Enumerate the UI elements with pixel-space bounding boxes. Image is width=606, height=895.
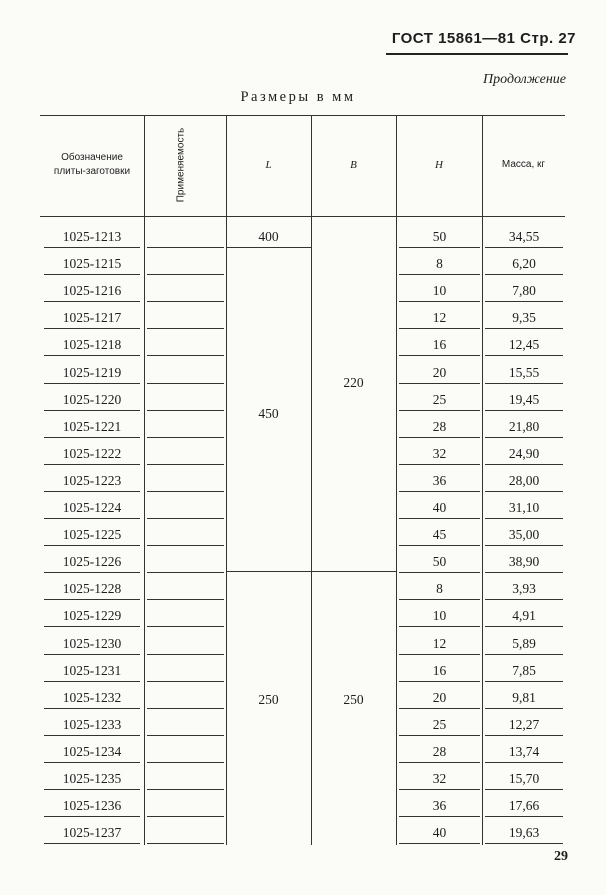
row-underline [399,383,480,384]
cell-designation: 1025-1217 [62,310,122,326]
row-underline [485,518,563,519]
row-underline [399,708,480,709]
row-underline [485,301,563,302]
row-underline [399,654,480,655]
cell-mass: 6,20 [512,256,536,272]
row-underline [399,464,480,465]
cell-mass: 5,89 [512,635,536,651]
row-underline [399,328,480,329]
cell-designation: 1025-1216 [62,283,122,299]
row-underline [399,572,480,573]
row-underline [147,437,224,438]
cell-mass: 34,55 [508,229,540,244]
row-underline [44,274,140,275]
col-divider [311,217,312,845]
cell-H: 20 [432,364,447,380]
cell-mass: 24,90 [508,445,540,461]
row-underline [44,626,140,627]
row-underline [44,599,140,600]
row-underline [44,654,140,655]
cell-designation: 1025-1220 [62,391,122,407]
row-underline [44,789,140,790]
cell-H: 8 [436,256,443,272]
cell-mass: 31,10 [508,500,540,515]
row-underline [485,355,563,356]
cell-designation: 1025-1222 [62,445,122,461]
row-underline [44,518,140,519]
row-underline [147,545,224,546]
cell-H: 12 [432,635,447,651]
B-value: 250 [343,692,364,707]
row-underline [485,762,563,763]
cell-designation: 1025-1235 [62,771,122,786]
cell-H: 10 [432,283,447,299]
cell-designation: 1025-1218 [62,337,122,353]
cell-designation: 1025-1234 [62,743,122,759]
cell-mass: 15,55 [508,364,540,380]
cell-designation: 1025-1224 [62,500,122,515]
cell-H: 16 [432,337,447,353]
row-underline [485,735,563,736]
L-group-divider [226,571,311,572]
cell-mass: 38,90 [508,554,540,570]
cell-H: 40 [432,825,447,841]
cell-mass: 17,66 [508,798,540,814]
row-underline [147,383,224,384]
row-underline [147,247,224,248]
row-underline [485,789,563,790]
row-underline [485,654,563,655]
cell-designation: 1025-1237 [62,825,122,841]
row-underline [44,491,140,492]
cell-designation: 1025-1219 [62,364,122,380]
cell-designation: 1025-1213 [62,229,122,244]
cell-mass: 7,85 [512,662,536,678]
cell-H: 28 [432,418,447,434]
row-underline [44,328,140,329]
col-divider [226,217,227,845]
row-underline [399,518,480,519]
row-underline [399,491,480,492]
cell-mass: 19,63 [508,825,540,841]
row-underline [399,410,480,411]
row-underline [399,762,480,763]
row-underline [44,383,140,384]
cell-designation: 1025-1223 [62,472,122,488]
cell-mass: 21,80 [508,418,540,434]
row-underline [147,491,224,492]
row-underline [147,762,224,763]
row-underline [44,464,140,465]
header-applicability-text: Применяемость [175,127,187,203]
header-rule [386,53,568,55]
B-group-divider [311,571,396,572]
cell-H: 32 [432,771,447,786]
cell-mass: 9,35 [512,310,536,326]
row-underline [485,274,563,275]
row-underline [147,789,224,790]
cell-H: 20 [432,689,447,705]
cell-mass: 9,81 [512,689,536,705]
row-underline [399,599,480,600]
row-underline [44,762,140,763]
row-underline [147,572,224,573]
row-underline [485,247,563,248]
row-underline [485,328,563,329]
cell-designation: 1025-1229 [62,608,122,624]
row-underline [485,545,563,546]
row-underline [399,681,480,682]
row-underline [44,708,140,709]
row-underline [147,735,224,736]
row-underline [44,681,140,682]
row-underline [147,654,224,655]
row-underline [147,274,224,275]
cell-designation: 1025-1228 [62,581,122,597]
cell-mass: 4,91 [512,608,536,624]
header-L: L [265,159,272,171]
row-underline [44,545,140,546]
row-underline [147,626,224,627]
col-divider [144,217,145,845]
cell-designation: 1025-1232 [62,689,122,705]
cell-mass: 15,70 [508,771,540,786]
col-divider [144,116,145,216]
cell-H: 36 [432,798,447,814]
row-underline [399,247,480,248]
cell-mass: 7,80 [512,283,536,299]
cell-mass: 3,93 [512,581,536,597]
cell-H: 32 [432,445,447,461]
L-value: 450 [258,406,279,421]
cell-mass: 13,74 [508,743,540,759]
header-designation: Обозначение плиты-заготовки [53,152,131,177]
cell-H: 8 [436,581,443,597]
row-underline [399,274,480,275]
cell-mass: 12,45 [508,337,540,353]
cell-mass: 28,00 [508,472,540,488]
cell-designation: 1025-1221 [62,418,122,434]
row-underline [147,410,224,411]
row-underline [399,626,480,627]
cell-designation: 1025-1231 [62,662,122,678]
row-underline [44,410,140,411]
standard-header: ГОСТ 15861—81 Стр. 27 [391,30,576,47]
row-underline [485,572,563,573]
row-underline [485,816,563,817]
cell-designation: 1025-1215 [62,256,122,272]
row-underline [485,626,563,627]
row-underline [399,545,480,546]
row-underline [147,816,224,817]
cell-H: 28 [432,743,447,759]
cell-H: 10 [432,608,447,624]
row-underline [44,437,140,438]
cell-designation: 1025-1230 [62,635,122,651]
table-header-rule [40,216,565,217]
row-underline [147,843,224,844]
cell-designation: 1025-1233 [62,716,122,732]
continuation-label: Продолжение [483,72,566,87]
col-divider [396,217,397,845]
cell-H: 25 [432,391,447,407]
cell-H: 40 [432,500,447,515]
row-underline [44,843,140,844]
row-underline [485,708,563,709]
row-underline [44,355,140,356]
table-top-rule [40,115,565,116]
row-underline [399,789,480,790]
row-underline [44,301,140,302]
header-applicability [151,118,211,213]
dimensions-caption: Размеры в мм [240,89,356,105]
row-underline [399,843,480,844]
cell-H: 50 [432,554,447,570]
L-value: 250 [258,692,279,707]
header-mass: Масса, кг [501,159,546,170]
row-underline [147,681,224,682]
row-underline [147,599,224,600]
cell-mass: 35,00 [508,527,540,543]
row-underline [485,437,563,438]
cell-mass: 19,45 [508,391,540,407]
row-underline [485,681,563,682]
row-underline [147,301,224,302]
cell-H: 45 [432,527,447,543]
header-H: H [435,159,443,171]
page-number: 29 [554,849,568,864]
cell-H: 25 [432,716,447,732]
row-underline [147,355,224,356]
row-underline [485,599,563,600]
row-underline [399,437,480,438]
cell-mass: 12,27 [508,716,540,732]
row-underline [485,410,563,411]
row-underline [147,708,224,709]
header-B: B [350,159,357,171]
row-underline [147,464,224,465]
row-underline [399,735,480,736]
row-underline [399,301,480,302]
row-underline [485,464,563,465]
row-underline [399,355,480,356]
row-underline [147,328,224,329]
cell-H: 12 [432,310,447,326]
row-underline [485,491,563,492]
cell-H: 50 [432,229,447,244]
row-underline [44,735,140,736]
B-value: 220 [343,375,364,390]
cell-H: 36 [432,472,447,488]
cell-H: 16 [432,662,447,678]
row-underline [485,843,563,844]
col-divider [482,217,483,845]
row-underline [399,816,480,817]
row-underline [44,816,140,817]
L-value: 400 [258,229,279,244]
row-underline [44,247,140,248]
cell-designation: 1025-1225 [62,527,122,543]
cell-designation: 1025-1226 [62,554,122,570]
row-underline [44,572,140,573]
row-underline [485,383,563,384]
row-underline [147,518,224,519]
cell-designation: 1025-1236 [62,798,122,814]
